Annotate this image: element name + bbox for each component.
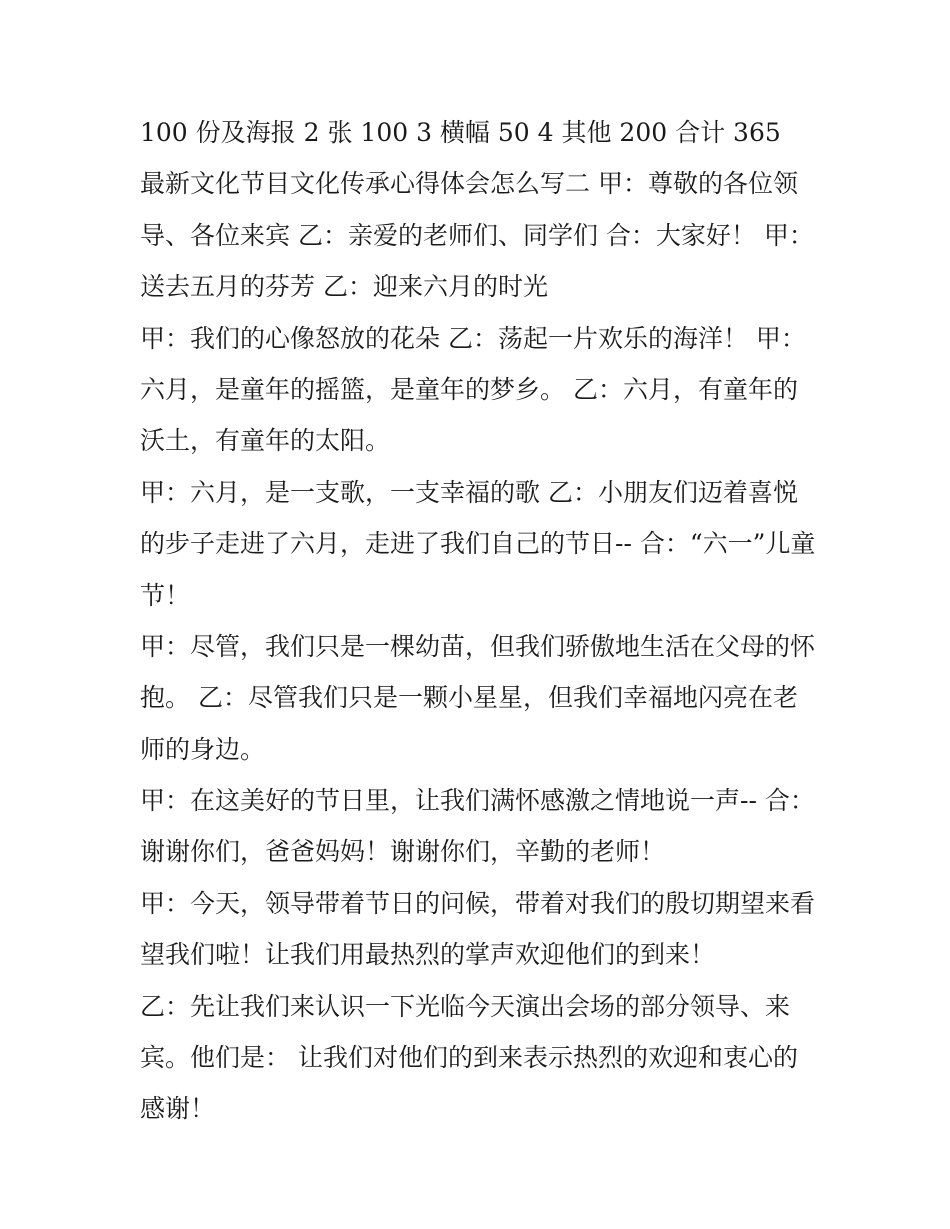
text-line: 100 份及海报 2 张 100 3 横幅 50 4 其他 200 合计 365 [140,118,781,147]
text-line: 六月，是童年的摇篮，是童年的梦乡。 乙：六月，有童年的 [140,374,798,404]
text-line: 宾。他们是： 让我们对他们的到来表示热烈的欢迎和衷心的 [140,1043,798,1073]
text-line: 甲：六月，是一支歌，一支幸福的歌 乙：小朋友们迈着喜悦 [140,477,798,507]
text-line: 感谢！ [140,1094,216,1124]
text-line: 甲：今天，领导带着节日的问候，带着对我们的殷切期望来看 [140,888,816,918]
text-line: 抱。 乙：尽管我们只是一颗小星星，但我们幸福地闪亮在老 [140,683,798,713]
text-line: 的步子走进了六月，走进了我们自己的节日-- 合：“六一”儿童 [140,529,816,559]
text-line: 甲：尽管，我们只是一棵幼苗，但我们骄傲地生活在父母的怀 [140,631,816,661]
text-line: 望我们啦！让我们用最热烈的掌声欢迎他们的到来！ [140,940,716,970]
text-line: 导、各位来宾 乙：亲爱的老师们、同学们 合：大家好！ 甲： [140,220,814,250]
text-line: 甲：我们的心像怒放的花朵 乙：荡起一片欢乐的海洋！ 甲： [140,323,806,353]
document-body [140,107,820,1135]
text-line: 甲：在这美好的节日里，让我们满怀感激之情地说一声-- 合： [140,786,815,816]
text-line: 谢谢你们，爸爸妈妈！谢谢你们，辛勤的老师！ [140,837,666,867]
text-line: 乙：先让我们来认识一下光临今天演出会场的部分领导、来 [140,991,791,1021]
text-line: 送去五月的芬芳 乙：迎来六月的时光 [140,272,548,302]
text-line: 师的身边。 [140,734,266,764]
text-line: 最新文化节目文化传承心得体会怎么写二 甲：尊敬的各位领 [140,169,798,199]
text-line: 节！ [140,580,191,610]
text-line: 沃土，有童年的太阳。 [140,426,391,456]
